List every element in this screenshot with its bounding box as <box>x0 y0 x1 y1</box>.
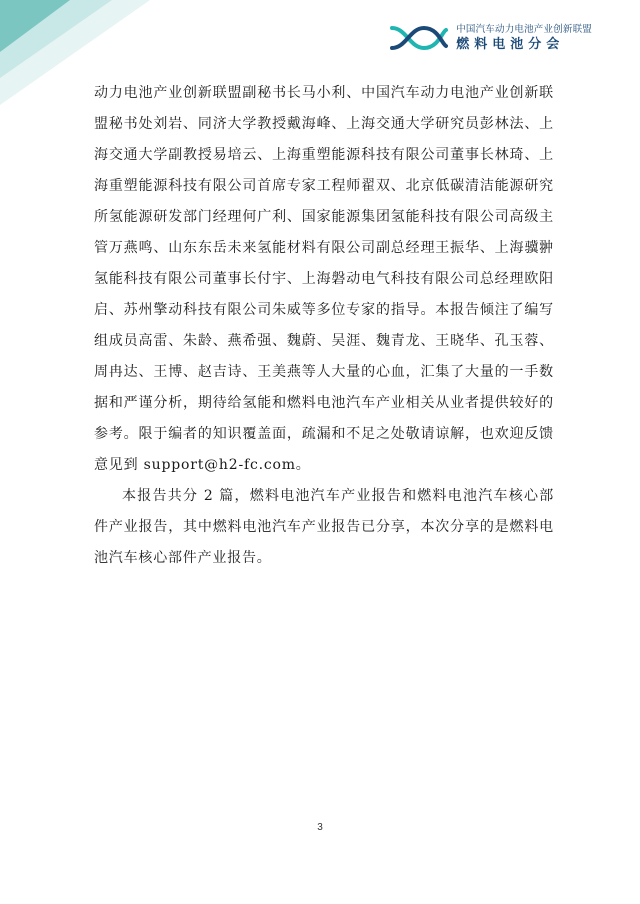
acknowledgement-paragraph: 动力电池产业创新联盟副秘书长马小利、中国汽车动力电池产业创新联盟秘书处刘岩、同济大学教授戴海峰、上海交通大学研究员彭林法、上海交通大学副教授易培云、上海重塑能源科技有限公司董事长林琦、上海重塑能源科技有限公司首席专家工程师翟双、北京低碳清洁能源研究所氢能源研发部门经理何广利、国家能源集团氢能科技有限公司高级主管万燕鸣、山东东岳未来氢能材料有限公司副总经理王振华、上海骥翀氢能科技有限公司董事长付宇、上海磐动电气科技有限公司总经理欧阳启、苏州擎动科技有限公司朱威等多位专家的指导。本报告倾注了编写组成员高雷、朱龄、燕希强、魏蔚、吴涯、魏青龙、王晓华、孔玉蓉、周冉达、王博、赵吉诗、王美燕等人大量的心血，汇集了大量的一手数据和严谨分析，期待给氢能和燃料电池汽车产业相关从业者提供较好的参考。限于编者的知识覆盖面，疏漏和不足之处敬请谅解，也欢迎反馈意见到 support@h2-fc.com。 <box>94 85 554 473</box>
report-body <box>94 78 554 574</box>
header-logo <box>388 22 592 54</box>
logo-org-name: 中国汽车动力电池产业创新联盟 <box>456 23 592 35</box>
logo-branch-name: 燃料电池分会 <box>456 37 565 53</box>
page-number: 3 <box>317 822 323 833</box>
logo-text <box>456 25 592 52</box>
fuel-cell-branch-logo-icon <box>388 22 450 54</box>
report-structure-paragraph: 本报告共分 2 篇，燃料电池汽车产业报告和燃料电池汽车核心部件产业报告，其中燃料电池汽车产业报告已分享，本次分享的是燃料电池汽车核心部件产业报告。 <box>94 488 554 566</box>
